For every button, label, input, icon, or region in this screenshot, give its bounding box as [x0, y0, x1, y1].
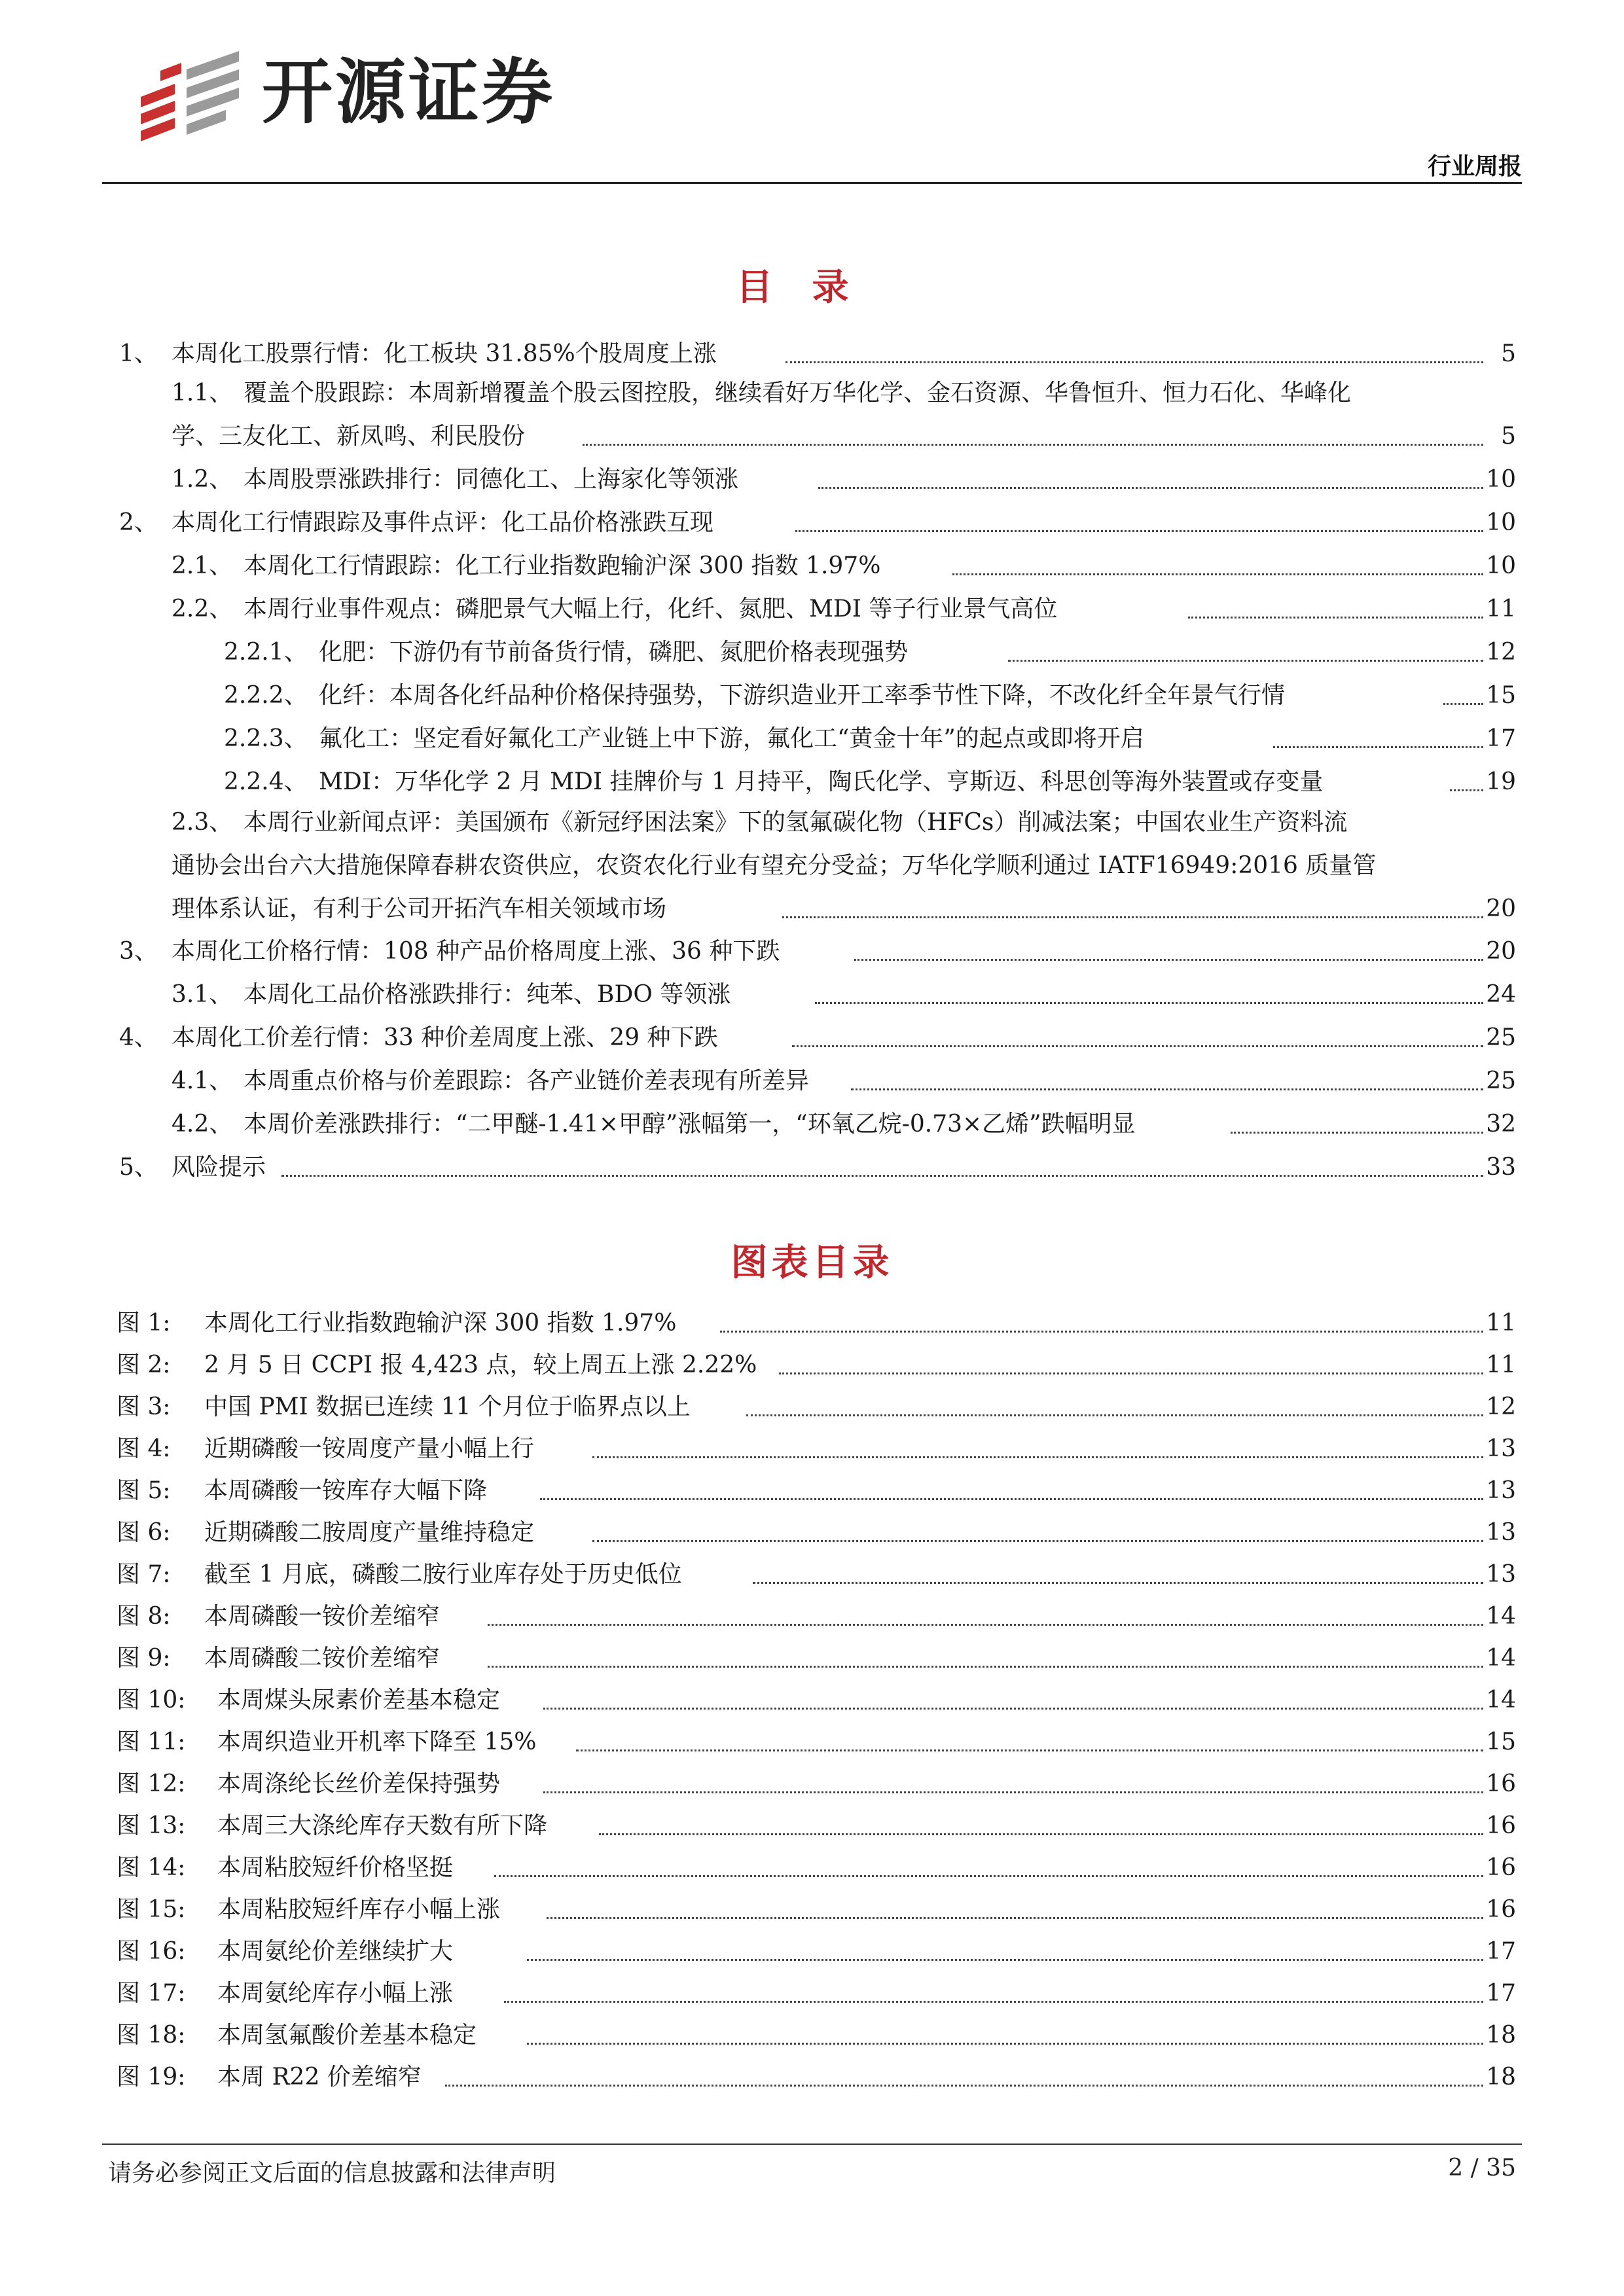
- toc-text: 化纤：本周各化纤品种价格保持强势，下游织造业开工率季节性下降，不改化纤全年景气行情: [319, 682, 1286, 709]
- figure-page: 14: [1486, 1603, 1516, 1630]
- toc-entry-2-2-1[interactable]: [0, 631, 1624, 674]
- toc-leader-dots: [281, 1175, 1483, 1177]
- toc-number: 2、: [119, 509, 158, 536]
- figure-entry[interactable]: [0, 1511, 1624, 1554]
- figure-entry[interactable]: [0, 1553, 1624, 1596]
- toc-entry-4-2[interactable]: [0, 1103, 1624, 1146]
- figure-text: 本周氢氟酸价差基本稳定: [217, 2022, 477, 2049]
- figure-page: 16: [1486, 1854, 1516, 1881]
- toc-leader-dots: [592, 1456, 1483, 1458]
- figure-entry[interactable]: [0, 1637, 1624, 1680]
- figure-entry[interactable]: [0, 1804, 1624, 1848]
- toc-leader-dots: [504, 2001, 1483, 2003]
- toc-entry-1[interactable]: [0, 332, 1624, 376]
- toc-number: 3.1、: [171, 981, 233, 1008]
- toc-number: 2.2.4、: [224, 768, 308, 795]
- figure-text: 本周磷酸一铵库存大幅下降: [204, 1477, 488, 1504]
- figure-text: 本周磷酸二铵价差缩窄: [204, 1645, 441, 1672]
- toc-text-line-2: 学、三友化工、新凤鸣、利民股份: [171, 423, 526, 450]
- toc-leader-dots: [792, 1045, 1483, 1047]
- toc-page: 17: [1486, 725, 1516, 752]
- toc-number: 2.2.1、: [224, 639, 308, 666]
- toc-number: 3、: [119, 938, 158, 965]
- figure-entry[interactable]: [0, 1846, 1624, 1890]
- figure-entry[interactable]: [0, 1972, 1624, 2015]
- toc-leader-dots: [488, 1624, 1483, 1626]
- toc-leader-dots: [785, 361, 1483, 363]
- figure-number: 图 6:: [117, 1519, 171, 1546]
- toc-entry-2-1[interactable]: [0, 545, 1624, 588]
- toc-page: 20: [1486, 938, 1516, 965]
- toc-page: 25: [1486, 1024, 1516, 1051]
- toc-text-line-2: 通协会出台六大措施保障春耕农资供应，农资农化行业有望充分受益；万华化学顺利通过 IATF16949:2016 质量管: [171, 852, 1377, 879]
- figure-text: 本周 R22 价差缩窄: [217, 2064, 422, 2090]
- toc-entry-2-2-2[interactable]: [0, 674, 1624, 717]
- figure-text: 近期磷酸一铵周度产量小幅上行: [204, 1435, 535, 1462]
- toc-page: 10: [1486, 509, 1516, 536]
- figure-text: 近期磷酸二胺周度产量维持稳定: [204, 1519, 535, 1546]
- toc-entry-1-2[interactable]: [0, 458, 1624, 501]
- toc-leader-dots: [854, 959, 1483, 961]
- figure-entry[interactable]: [0, 1427, 1624, 1471]
- figure-page: 11: [1486, 1310, 1516, 1336]
- toc-number: 2.1、: [171, 552, 233, 579]
- toc-leader-dots: [540, 1498, 1483, 1500]
- toc-page: 10: [1486, 466, 1516, 493]
- toc-text: 氟化工：坚定看好氟化工产业链上中下游，氟化工“黄金十年”的起点或即将开启: [319, 725, 1144, 752]
- figure-entry[interactable]: [0, 1763, 1624, 1806]
- figure-entry[interactable]: [0, 1386, 1624, 1429]
- toc-leader-dots: [851, 1088, 1483, 1090]
- toc-text: 本周化工价格行情：108 种产品价格周度上涨、36 种下跌: [171, 938, 780, 965]
- figure-entry[interactable]: [0, 1595, 1624, 1638]
- figure-number: 图 11:: [117, 1729, 186, 1755]
- figure-entry[interactable]: [0, 1302, 1624, 1345]
- toc-text: 本周化工价差行情：33 种价差周度上涨、29 种下跌: [171, 1024, 718, 1051]
- figure-text: 中国 PMI 数据已连续 11 个月位于临界点以上: [204, 1393, 691, 1420]
- toc-leader-dots: [1273, 746, 1483, 748]
- figure-entry[interactable]: [0, 2014, 1624, 2057]
- figure-number: 图 9:: [117, 1645, 171, 1672]
- toc-number: 2.2、: [171, 596, 233, 622]
- toc-text: 本周化工品价格涨跌排行：纯苯、BDO 等领涨: [244, 981, 731, 1008]
- toc-leader-dots: [1231, 1132, 1483, 1134]
- toc-leader-dots: [592, 1540, 1483, 1542]
- toc-leader-dots: [746, 1414, 1483, 1416]
- toc-leader-dots: [1008, 660, 1483, 662]
- figure-number: 图 4:: [117, 1435, 171, 1462]
- figure-text: 本周化工行业指数跑输沪深 300 指数 1.97%: [204, 1310, 677, 1336]
- toc-text: 本周股票涨跌排行：同德化工、上海家化等领涨: [244, 466, 739, 493]
- toc-text: 化肥：下游仍有节前备货行情，磷肥、氮肥价格表现强势: [319, 639, 909, 666]
- figure-entry[interactable]: [0, 2056, 1624, 2099]
- figure-entry[interactable]: [0, 1888, 1624, 1931]
- toc-leader-dots: [818, 487, 1483, 489]
- figure-number: 图 18:: [117, 2022, 186, 2049]
- toc-entry-2-2-4[interactable]: [0, 761, 1624, 804]
- figure-page: 17: [1486, 1938, 1516, 1965]
- toc-text-line-3: 理体系认证，有利于公司开拓汽车相关领域市场: [171, 895, 667, 922]
- toc-entry-2-2-3[interactable]: [0, 717, 1624, 761]
- toc-text-line-1: 本周行业新闻点评：美国颁布《新冠纾困法案》下的氢氟碳化物（HFCs）削减法案；中国农业生产资料流: [244, 809, 1348, 836]
- figure-number: 图 7:: [117, 1561, 171, 1588]
- toc-entry-2-2[interactable]: [0, 588, 1624, 631]
- figure-page: 12: [1486, 1393, 1516, 1420]
- figure-text: 本周氨纶库存小幅上涨: [217, 1980, 454, 2007]
- figure-number: 图 17:: [117, 1980, 186, 2007]
- toc-leader-dots: [543, 1708, 1483, 1710]
- toc-leader-dots: [445, 2085, 1483, 2087]
- toc-page: 12: [1486, 639, 1516, 666]
- toc-leader-dots: [952, 573, 1483, 575]
- figure-entry[interactable]: [0, 1679, 1624, 1722]
- page-header: [0, 0, 1624, 183]
- figure-entry[interactable]: [0, 1721, 1624, 1764]
- toc-text: 本周价差涨跌排行：“二甲醚-1.41×甲醇”涨幅第一，“环氧乙烷-0.73×乙烯”跌幅明显: [244, 1111, 1136, 1138]
- figure-text: 本周三大涤纶库存天数有所下降: [217, 1812, 548, 1839]
- toc-number: 4.2、: [171, 1111, 233, 1138]
- figure-page: 13: [1486, 1519, 1516, 1546]
- toc-page: 19: [1486, 768, 1516, 795]
- footer-divider: [102, 2144, 1522, 2145]
- figure-page: 11: [1486, 1352, 1516, 1378]
- toc-page: 5: [1501, 423, 1516, 450]
- toc-page: 20: [1486, 895, 1516, 922]
- toc-leader-dots: [488, 1666, 1483, 1668]
- figure-text: 本周织造业开机率下降至 15%: [217, 1729, 537, 1755]
- figure-number: 图 2:: [117, 1352, 171, 1378]
- toc-text: 本周行业事件观点：磷肥景气大幅上行，化纤、氮肥、MDI 等子行业景气高位: [244, 596, 1058, 622]
- toc-page: 33: [1486, 1154, 1516, 1181]
- toc-text: MDI：万华化学 2 月 MDI 挂牌价与 1 月持平，陶氏化学、亨斯迈、科思创等海外装置或存变量: [319, 768, 1324, 795]
- toc-page: 11: [1486, 596, 1516, 622]
- toc-leader-dots: [1188, 617, 1483, 619]
- toc-page: 32: [1486, 1111, 1516, 1138]
- toc-leader-dots: [527, 1959, 1483, 1961]
- figure-page: 18: [1486, 2064, 1516, 2090]
- figure-number: 图 19:: [117, 2064, 186, 2090]
- figure-entry[interactable]: [0, 1344, 1624, 1387]
- figure-number: 图 10:: [117, 1687, 186, 1713]
- toc-number: 2.2.3、: [224, 725, 308, 752]
- toc-entry-3-1[interactable]: [0, 973, 1624, 1016]
- header-divider: [102, 182, 1522, 184]
- toc-page: 25: [1486, 1067, 1516, 1094]
- figure-entry[interactable]: [0, 1469, 1624, 1513]
- toc-number: 1.1、: [171, 380, 233, 406]
- toc-text-line-1: 覆盖个股跟踪：本周新增覆盖个股云图控股，继续看好万华化学、金石资源、华鲁恒升、恒力石化、华峰化: [244, 380, 1352, 406]
- figure-text: 本周氨纶价差继续扩大: [217, 1938, 454, 1965]
- toc-entry-4-1[interactable]: [0, 1060, 1624, 1103]
- figure-number: 图 8:: [117, 1603, 171, 1630]
- figure-page: 17: [1486, 1980, 1516, 2007]
- figure-text: 本周煤头尿素价差基本稳定: [217, 1687, 501, 1713]
- figure-page: 18: [1486, 2022, 1516, 2049]
- toc-entry-2[interactable]: [0, 501, 1624, 545]
- figure-page: 13: [1486, 1561, 1516, 1588]
- toc-number: 2.3、: [171, 809, 233, 836]
- toc-page: 10: [1486, 552, 1516, 579]
- toc-leader-dots: [795, 530, 1483, 532]
- toc-leader-dots: [753, 1582, 1483, 1584]
- figure-number: 图 3:: [117, 1393, 171, 1420]
- figure-number: 图 16:: [117, 1938, 186, 1965]
- toc-leader-dots: [1450, 789, 1483, 791]
- figure-text: 本周粘胶短纤库存小幅上涨: [217, 1896, 501, 1923]
- toc-leader-dots: [815, 1002, 1483, 1004]
- report-type-label: 行业周报: [1427, 153, 1522, 180]
- toc-number: 5、: [119, 1154, 158, 1181]
- toc-leader-dots: [779, 1372, 1483, 1374]
- toc-number: 4.1、: [171, 1067, 233, 1094]
- figure-page: 14: [1486, 1645, 1516, 1672]
- toc-number: 4、: [119, 1024, 158, 1051]
- toc-leader-dots: [547, 1917, 1483, 1919]
- toc-leader-dots: [494, 1875, 1483, 1877]
- figure-number: 图 5:: [117, 1477, 171, 1504]
- figure-page: 14: [1486, 1687, 1516, 1713]
- brand-name: 开源证券: [262, 52, 556, 134]
- figure-number: 图 14:: [117, 1854, 186, 1881]
- figure-number: 图 15:: [117, 1896, 186, 1923]
- toc-text: 风险提示: [171, 1154, 266, 1181]
- toc-number: 2.2.2、: [224, 682, 308, 709]
- toc-page: 24: [1486, 981, 1516, 1008]
- toc-leader-dots: [782, 916, 1483, 918]
- toc-number: 1.2、: [171, 466, 233, 493]
- toc-leader-dots: [583, 444, 1483, 446]
- figure-text: 本周涤纶长丝价差保持强势: [217, 1770, 501, 1797]
- toc-leader-dots: [576, 1749, 1483, 1751]
- toc-text: 本周化工股票行情：化工板块 31.85%个股周度上涨: [171, 340, 717, 367]
- toc-entry-3[interactable]: [0, 930, 1624, 973]
- footer-disclaimer: 请务必参阅正文后面的信息披露和法律声明: [108, 2160, 556, 2187]
- page-number: 2 / 35: [1448, 2155, 1516, 2181]
- toc-leader-dots: [1443, 703, 1483, 705]
- toc-leader-dots: [720, 1331, 1483, 1333]
- toc-entry-4[interactable]: [0, 1016, 1624, 1060]
- toc-leader-dots: [527, 2043, 1483, 2045]
- kaiyuan-logo-icon: [134, 51, 242, 149]
- toc-page: 15: [1486, 682, 1516, 709]
- figure-number: 图 13:: [117, 1812, 186, 1839]
- toc-title: 目录: [736, 266, 888, 309]
- figure-list-title: 图表目录: [731, 1242, 893, 1284]
- toc-text: 本周化工行情跟踪：化工行业指数跑输沪深 300 指数 1.97%: [244, 552, 881, 579]
- figure-text: 截至 1 月底，磷酸二胺行业库存处于历史低位: [204, 1561, 682, 1588]
- toc-page: 5: [1501, 340, 1516, 367]
- toc-number: 1、: [119, 340, 158, 367]
- figure-text: 本周粘胶短纤价格坚挺: [217, 1854, 454, 1881]
- figure-page: 16: [1486, 1896, 1516, 1923]
- figure-text: 2 月 5 日 CCPI 报 4,423 点，较上周五上涨 2.22%: [204, 1352, 757, 1378]
- figure-number: 图 1:: [117, 1310, 171, 1336]
- figure-page: 13: [1486, 1477, 1516, 1504]
- figure-number: 图 12:: [117, 1770, 186, 1797]
- toc-text: 本周化工行情跟踪及事件点评：化工品价格涨跌互现: [171, 509, 714, 536]
- figure-page: 15: [1486, 1729, 1516, 1755]
- toc-text: 本周重点价格与价差跟踪：各产业链价差表现有所差异: [244, 1067, 810, 1094]
- toc-leader-dots: [599, 1833, 1483, 1835]
- figure-entry[interactable]: [0, 1930, 1624, 1973]
- figure-page: 16: [1486, 1770, 1516, 1797]
- figure-page: 16: [1486, 1812, 1516, 1839]
- toc-entry-5[interactable]: [0, 1146, 1624, 1189]
- figure-text: 本周磷酸一铵价差缩窄: [204, 1603, 441, 1630]
- figure-page: 13: [1486, 1435, 1516, 1462]
- toc-leader-dots: [543, 1791, 1483, 1793]
